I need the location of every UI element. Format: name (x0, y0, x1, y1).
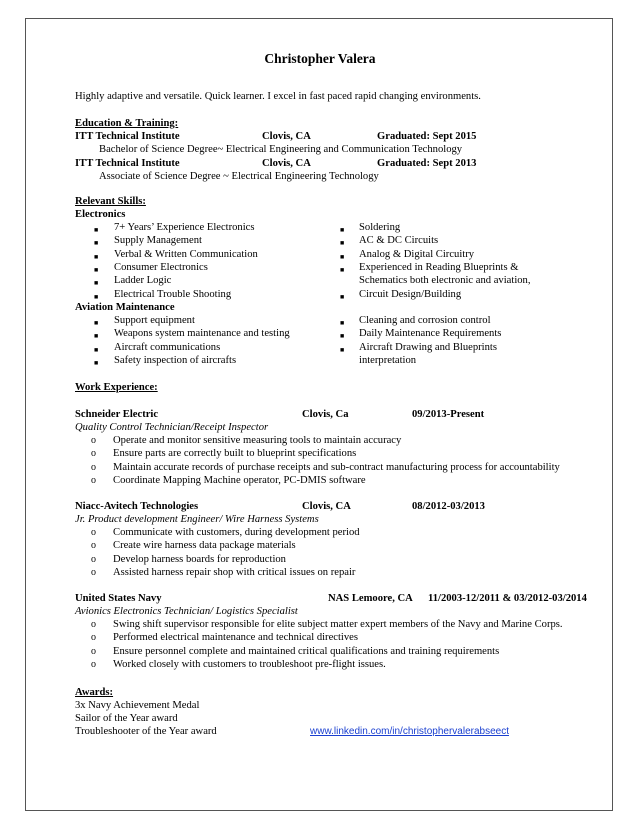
award-item: Sailor of the Year award (75, 713, 178, 724)
edu-degree-1: Bachelor of Science Degree~ Electrical Engineering and Communication Technology (99, 144, 463, 155)
square-bullet-icon: ■ (340, 226, 345, 234)
square-bullet-icon: ■ (94, 226, 99, 234)
edu-date-2: Graduated: Sept 2013 (377, 158, 477, 169)
square-bullet-icon: ■ (94, 265, 99, 274)
job-duty: Assisted harness repair shop with critical issues on repair (113, 566, 356, 578)
job-duty: Maintain accurate records of purchase receipts and sub-contract manufacturing process for accountability (113, 461, 560, 473)
square-bullet-icon: ■ (94, 279, 99, 288)
job-title: Quality Control Technician/Receipt Inspector (75, 422, 269, 433)
skill-item: Aircraft Drawing and Blueprints (359, 341, 497, 353)
square-bullet-icon: ■ (94, 358, 99, 367)
candidate-name: Christopher Valera (264, 51, 376, 66)
summary: Highly adaptive and versatile. Quick learner. I excel in fast paced rapid changing environments. (75, 91, 481, 102)
square-bullet-icon: ■ (340, 265, 345, 274)
job-duty: Communicate with customers, during development period (113, 527, 360, 538)
skill-item: Weapons system maintenance and testing (114, 328, 290, 340)
award-item: 3x Navy Achievement Medal (75, 700, 200, 711)
education-heading: Education & Training: (75, 118, 179, 129)
job-duty: Create wire harness data package materials (113, 540, 296, 552)
circle-bullet-icon: o (91, 540, 96, 552)
job-title: Avionics Electronics Technician/ Logistics Specialist (75, 606, 298, 617)
skill-item: Aircraft communications (114, 341, 221, 353)
job-dates: 11/2003-12/2011 & 03/2012-03/2014 (428, 593, 587, 604)
skill-item: Experienced in Reading Blueprints & (359, 261, 519, 273)
circle-bullet-icon: o (91, 566, 96, 578)
edu-location-1: Clovis, CA (262, 131, 311, 142)
skill-item: Circuit Design/Building (359, 288, 462, 300)
job-company: Schneider Electric (75, 409, 159, 420)
electronics-heading: Electronics (75, 209, 126, 220)
awards-heading: Awards: (75, 687, 114, 698)
circle-bullet-icon: o (91, 474, 96, 486)
job-duty: Performed electrical maintenance and technical directives (113, 632, 359, 644)
circle-bullet-icon: o (91, 435, 96, 446)
skill-item: Cleaning and corrosion control (359, 315, 491, 326)
square-bullet-icon: ■ (340, 239, 345, 248)
skill-item: Schematics both electronic and aviation, (359, 275, 531, 287)
skill-item: Daily Maintenance Requirements (359, 328, 502, 340)
circle-bullet-icon: o (91, 632, 96, 644)
square-bullet-icon: ■ (94, 252, 99, 261)
work-heading: Work Experience: (75, 382, 158, 393)
award-item: Troubleshooter of the Year award (75, 726, 217, 737)
job-location: Clovis, CA (302, 501, 351, 512)
skill-item: Soldering (359, 222, 401, 233)
job-company: Niacc-Avitech Technologies (75, 501, 199, 512)
job-duty: Worked closely with customers to troubleshoot pre-flight issues. (113, 658, 386, 670)
skill-item: Consumer Electronics (114, 261, 208, 273)
edu-school-1: ITT Technical Institute (75, 131, 180, 142)
skill-item: 7+ Years’ Experience Electronics (114, 222, 255, 233)
edu-location-2: Clovis, CA (262, 158, 311, 169)
job-location: NAS Lemoore, CA (328, 593, 413, 604)
skill-item: interpretation (359, 354, 417, 366)
edu-date-1: Graduated: Sept 2015 (377, 131, 477, 142)
job-dates: 09/2013-Present (412, 409, 485, 420)
square-bullet-icon: ■ (340, 292, 345, 301)
square-bullet-icon: ■ (340, 319, 345, 327)
skill-item: Support equipment (114, 315, 195, 326)
circle-bullet-icon: o (91, 619, 96, 630)
circle-bullet-icon: o (91, 658, 96, 670)
square-bullet-icon: ■ (94, 332, 99, 341)
circle-bullet-icon: o (91, 645, 96, 657)
job-location: Clovis, Ca (302, 409, 349, 420)
skill-item: Safety inspection of aircrafts (114, 354, 237, 366)
skill-item: Ladder Logic (114, 275, 172, 287)
circle-bullet-icon: o (91, 448, 96, 460)
square-bullet-icon: ■ (340, 345, 345, 354)
circle-bullet-icon: o (91, 461, 96, 473)
square-bullet-icon: ■ (94, 345, 99, 354)
edu-school-2: ITT Technical Institute (75, 158, 180, 169)
job-company: United States Navy (75, 593, 162, 604)
aviation-heading: Aviation Maintenance (75, 302, 175, 313)
skill-item: AC & DC Circuits (359, 235, 439, 247)
square-bullet-icon: ■ (94, 292, 99, 301)
job-title: Jr. Product development Engineer/ Wire Harness Systems (75, 514, 319, 525)
skill-item: Supply Management (114, 235, 202, 247)
skill-item: Electrical Trouble Shooting (114, 288, 232, 300)
job-duty: Swing shift supervisor responsible for elite subject matter expert members of the Navy and Marine Corps. (113, 619, 563, 630)
circle-bullet-icon: o (91, 527, 96, 538)
job-duty: Operate and monitor sensitive measuring tools to maintain accuracy (113, 435, 402, 446)
job-duty: Develop harness boards for reproduction (113, 553, 286, 565)
skill-item: Analog & Digital Circuitry (359, 248, 475, 260)
circle-bullet-icon: o (91, 553, 96, 565)
job-duty: Ensure personnel complete and maintained critical qualifications and training requirements (113, 645, 500, 657)
skills-heading: Relevant Skills: (75, 196, 146, 207)
edu-degree-2: Associate of Science Degree ~ Electrical Engineering Technology (99, 171, 379, 182)
square-bullet-icon: ■ (94, 239, 99, 248)
job-dates: 08/2012-03/2013 (412, 501, 485, 512)
job-duty: Coordinate Mapping Machine operator, PC-DMIS software (113, 474, 366, 486)
square-bullet-icon: ■ (340, 332, 345, 341)
job-duty: Ensure parts are correctly built to blueprint specifications (113, 448, 357, 460)
square-bullet-icon: ■ (340, 252, 345, 261)
square-bullet-icon: ■ (94, 319, 99, 327)
skill-item: Verbal & Written Communication (114, 248, 258, 260)
linkedin-link[interactable]: www.linkedin.com/in/christophervalerabseect (310, 726, 509, 737)
